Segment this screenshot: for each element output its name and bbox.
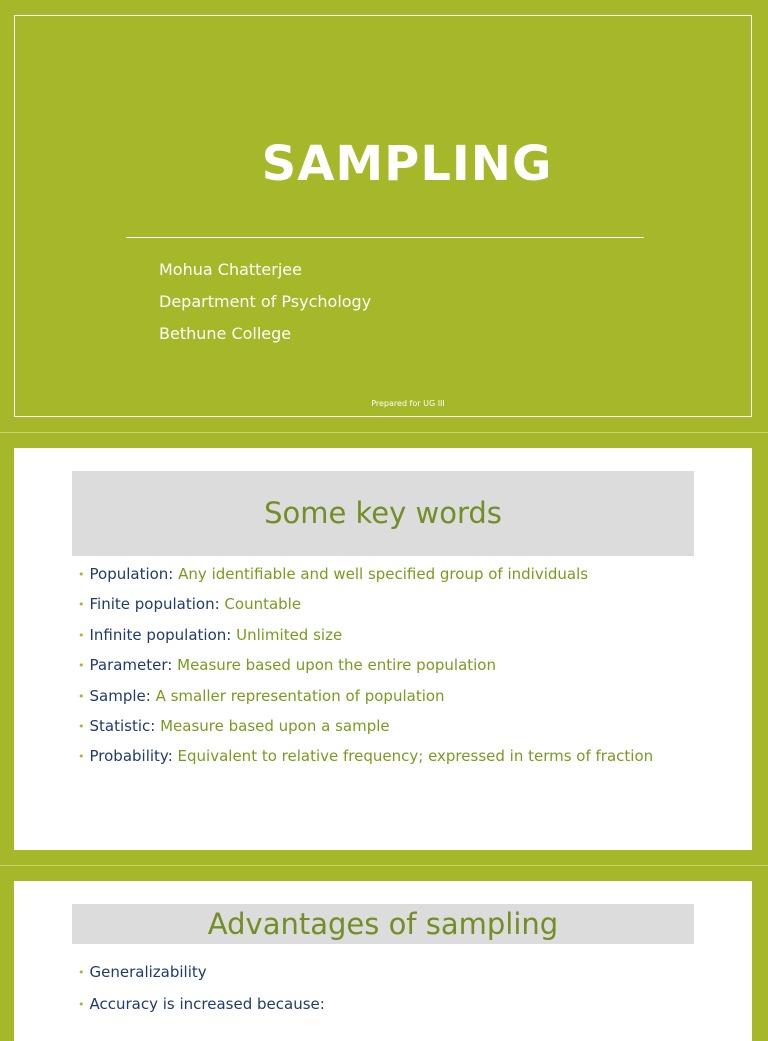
slide-title: SAMPLING (261, 136, 553, 192)
term: Finite population: (89, 595, 220, 614)
list-item (78, 717, 653, 747)
advantages-list (78, 963, 325, 1026)
advantage-text: Generalizability (89, 963, 207, 981)
term: Sample: (89, 686, 151, 705)
list-item (78, 595, 653, 625)
definition: Unlimited size (236, 625, 343, 644)
list-item (78, 626, 653, 656)
slide-footer: Prepared for UG III (371, 399, 445, 408)
definition: Equivalent to relative frequency; expressed in terms of fraction (177, 747, 654, 766)
slide-heading: Advantages of sampling (72, 904, 694, 944)
list-item (78, 565, 653, 595)
author-department: Department of Psychology (159, 292, 372, 311)
author-college: Bethune College (159, 324, 292, 343)
title-divider (126, 237, 644, 238)
bullet-icon: • (78, 689, 85, 703)
list-item (78, 656, 653, 686)
slide-separator (0, 432, 768, 433)
term: Infinite population: (89, 625, 232, 644)
term: Population: (89, 565, 174, 583)
bullet-icon: • (78, 966, 85, 979)
bullet-icon: • (78, 659, 85, 673)
title-slide (14, 15, 752, 417)
term: Statistic: (89, 716, 156, 735)
bullet-icon: • (78, 628, 85, 642)
advantage-text: Accuracy is increased because: (89, 994, 325, 1013)
definition: Measure based upon a sample (160, 716, 390, 735)
definition: Measure based upon the entire population (177, 656, 496, 675)
bullet-icon: • (78, 750, 85, 764)
bullet-icon: • (78, 719, 85, 733)
advantages-slide (14, 881, 752, 1041)
definition: Countable (224, 595, 302, 614)
author-name: Mohua Chatterjee (159, 260, 302, 279)
list-item (78, 963, 325, 995)
key-words-slide (14, 448, 752, 850)
bullet-icon: • (78, 997, 85, 1011)
term: Probability: (89, 747, 173, 766)
slide-heading: Some key words (72, 471, 694, 556)
bullet-icon: • (78, 568, 85, 581)
definition: A smaller representation of population (155, 686, 445, 705)
term: Parameter: (89, 656, 173, 675)
list-item (78, 687, 653, 717)
definition: Any identifiable and well specified group of individuals (178, 565, 589, 583)
list-item (78, 995, 325, 1027)
key-words-list (78, 565, 653, 778)
author-block (159, 257, 371, 353)
slide-separator (0, 865, 768, 866)
list-item (78, 747, 653, 777)
bullet-icon: • (78, 598, 85, 612)
